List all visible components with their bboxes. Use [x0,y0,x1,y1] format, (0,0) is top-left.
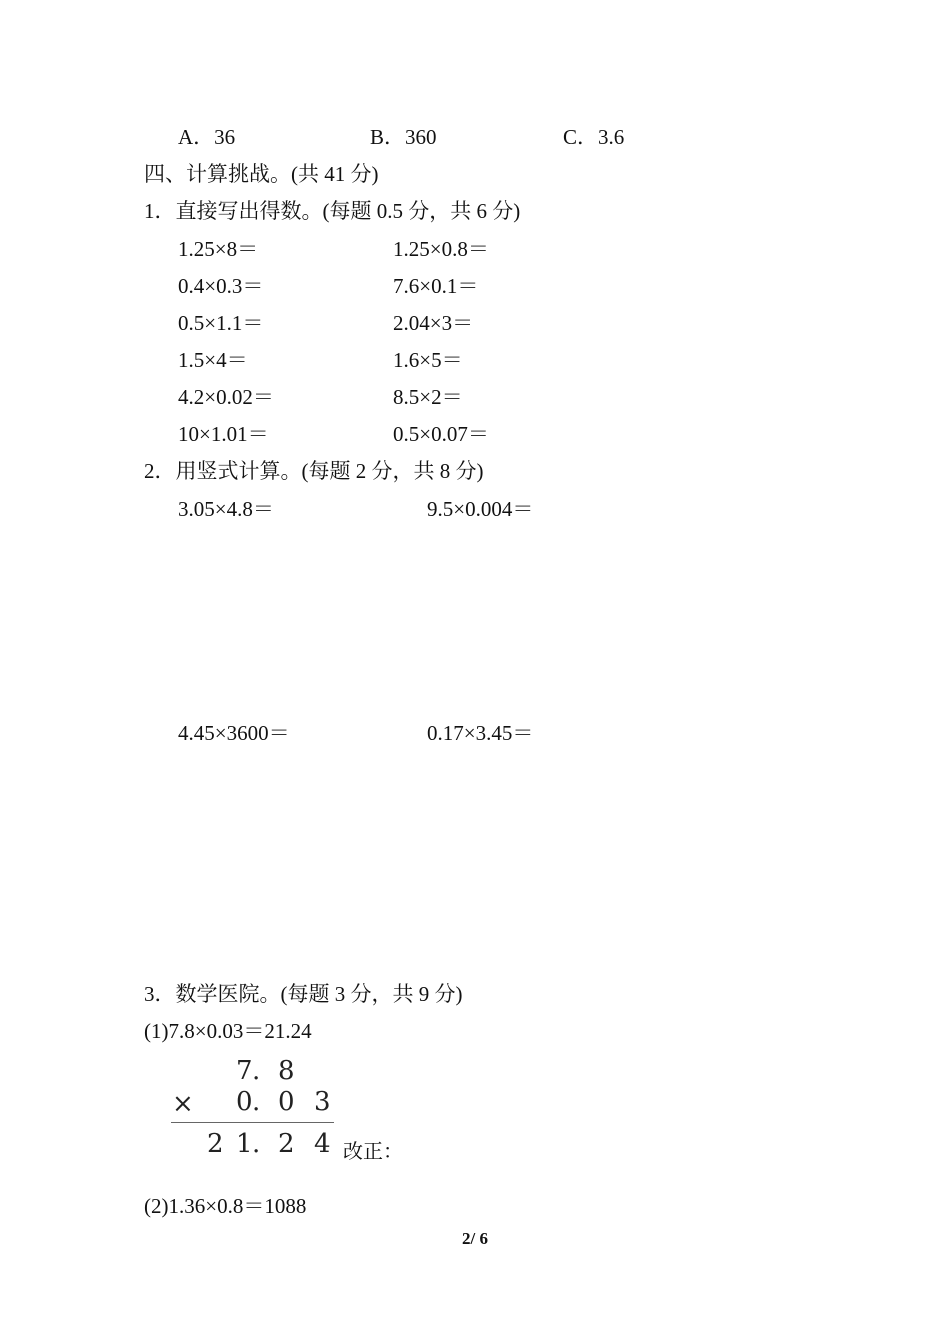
digit: 8 [278,1056,295,1086]
digit: 7 [236,1056,253,1086]
q1-item: 2.04×3＝ [393,311,474,335]
digit: 3 [314,1087,331,1117]
option-a: A．36 [178,125,236,149]
q1-item: 10×1.01＝ [178,422,269,446]
option-c: C．3.6 [563,125,625,149]
q3-problem-2: (2)1.36×0.8＝1088 [144,1194,307,1218]
q2-problem: 3.05×4.8＝ [178,497,274,521]
decimal-point: . [252,1087,261,1117]
digit: 2 [207,1129,224,1159]
digit: 0 [236,1087,253,1117]
q2-problem: 9.5×0.004＝ [427,497,534,521]
option-b: B．360 [370,125,437,149]
q1-title: 1．直接写出得数。(每题 0.5 分，共 6 分) [144,199,521,223]
q1-item: 7.6×0.1＝ [393,274,479,298]
digit: 4 [314,1129,331,1159]
q1-item: 1.25×0.8＝ [393,237,489,261]
q1-item: 0.5×0.07＝ [393,422,489,446]
q3-problem-1: (1)7.8×0.03＝21.24 [144,1019,312,1043]
q2-problem: 4.45×3600＝ [178,721,290,745]
digit: 1 [236,1129,253,1159]
decimal-point: . [252,1129,261,1159]
page-number: 2/ 6 [462,1229,488,1248]
q1-item: 1.25×8＝ [178,237,259,261]
q2-problem: 0.17×3.45＝ [427,721,534,745]
q3-title: 3．数学医院。(每题 3 分，共 9 分) [144,982,463,1006]
q1-item: 8.5×2＝ [393,385,463,409]
multiply-sign: × [172,1089,194,1119]
decimal-point: . [252,1056,261,1086]
q1-item: 1.6×5＝ [393,348,463,372]
correction-label: 改正： [343,1139,403,1163]
q2-title: 2．用竖式计算。(每题 2 分，共 8 分) [144,459,484,483]
digit: 2 [278,1129,295,1159]
q1-item: 0.4×0.3＝ [178,274,264,298]
q1-item: 1.5×4＝ [178,348,248,372]
q1-item: 0.5×1.1＝ [178,311,264,335]
digit: 0 [278,1087,295,1117]
section-title: 四、计算挑战。(共 41 分) [144,162,379,186]
vertical-rule [171,1122,334,1123]
q1-item: 4.2×0.02＝ [178,385,274,409]
